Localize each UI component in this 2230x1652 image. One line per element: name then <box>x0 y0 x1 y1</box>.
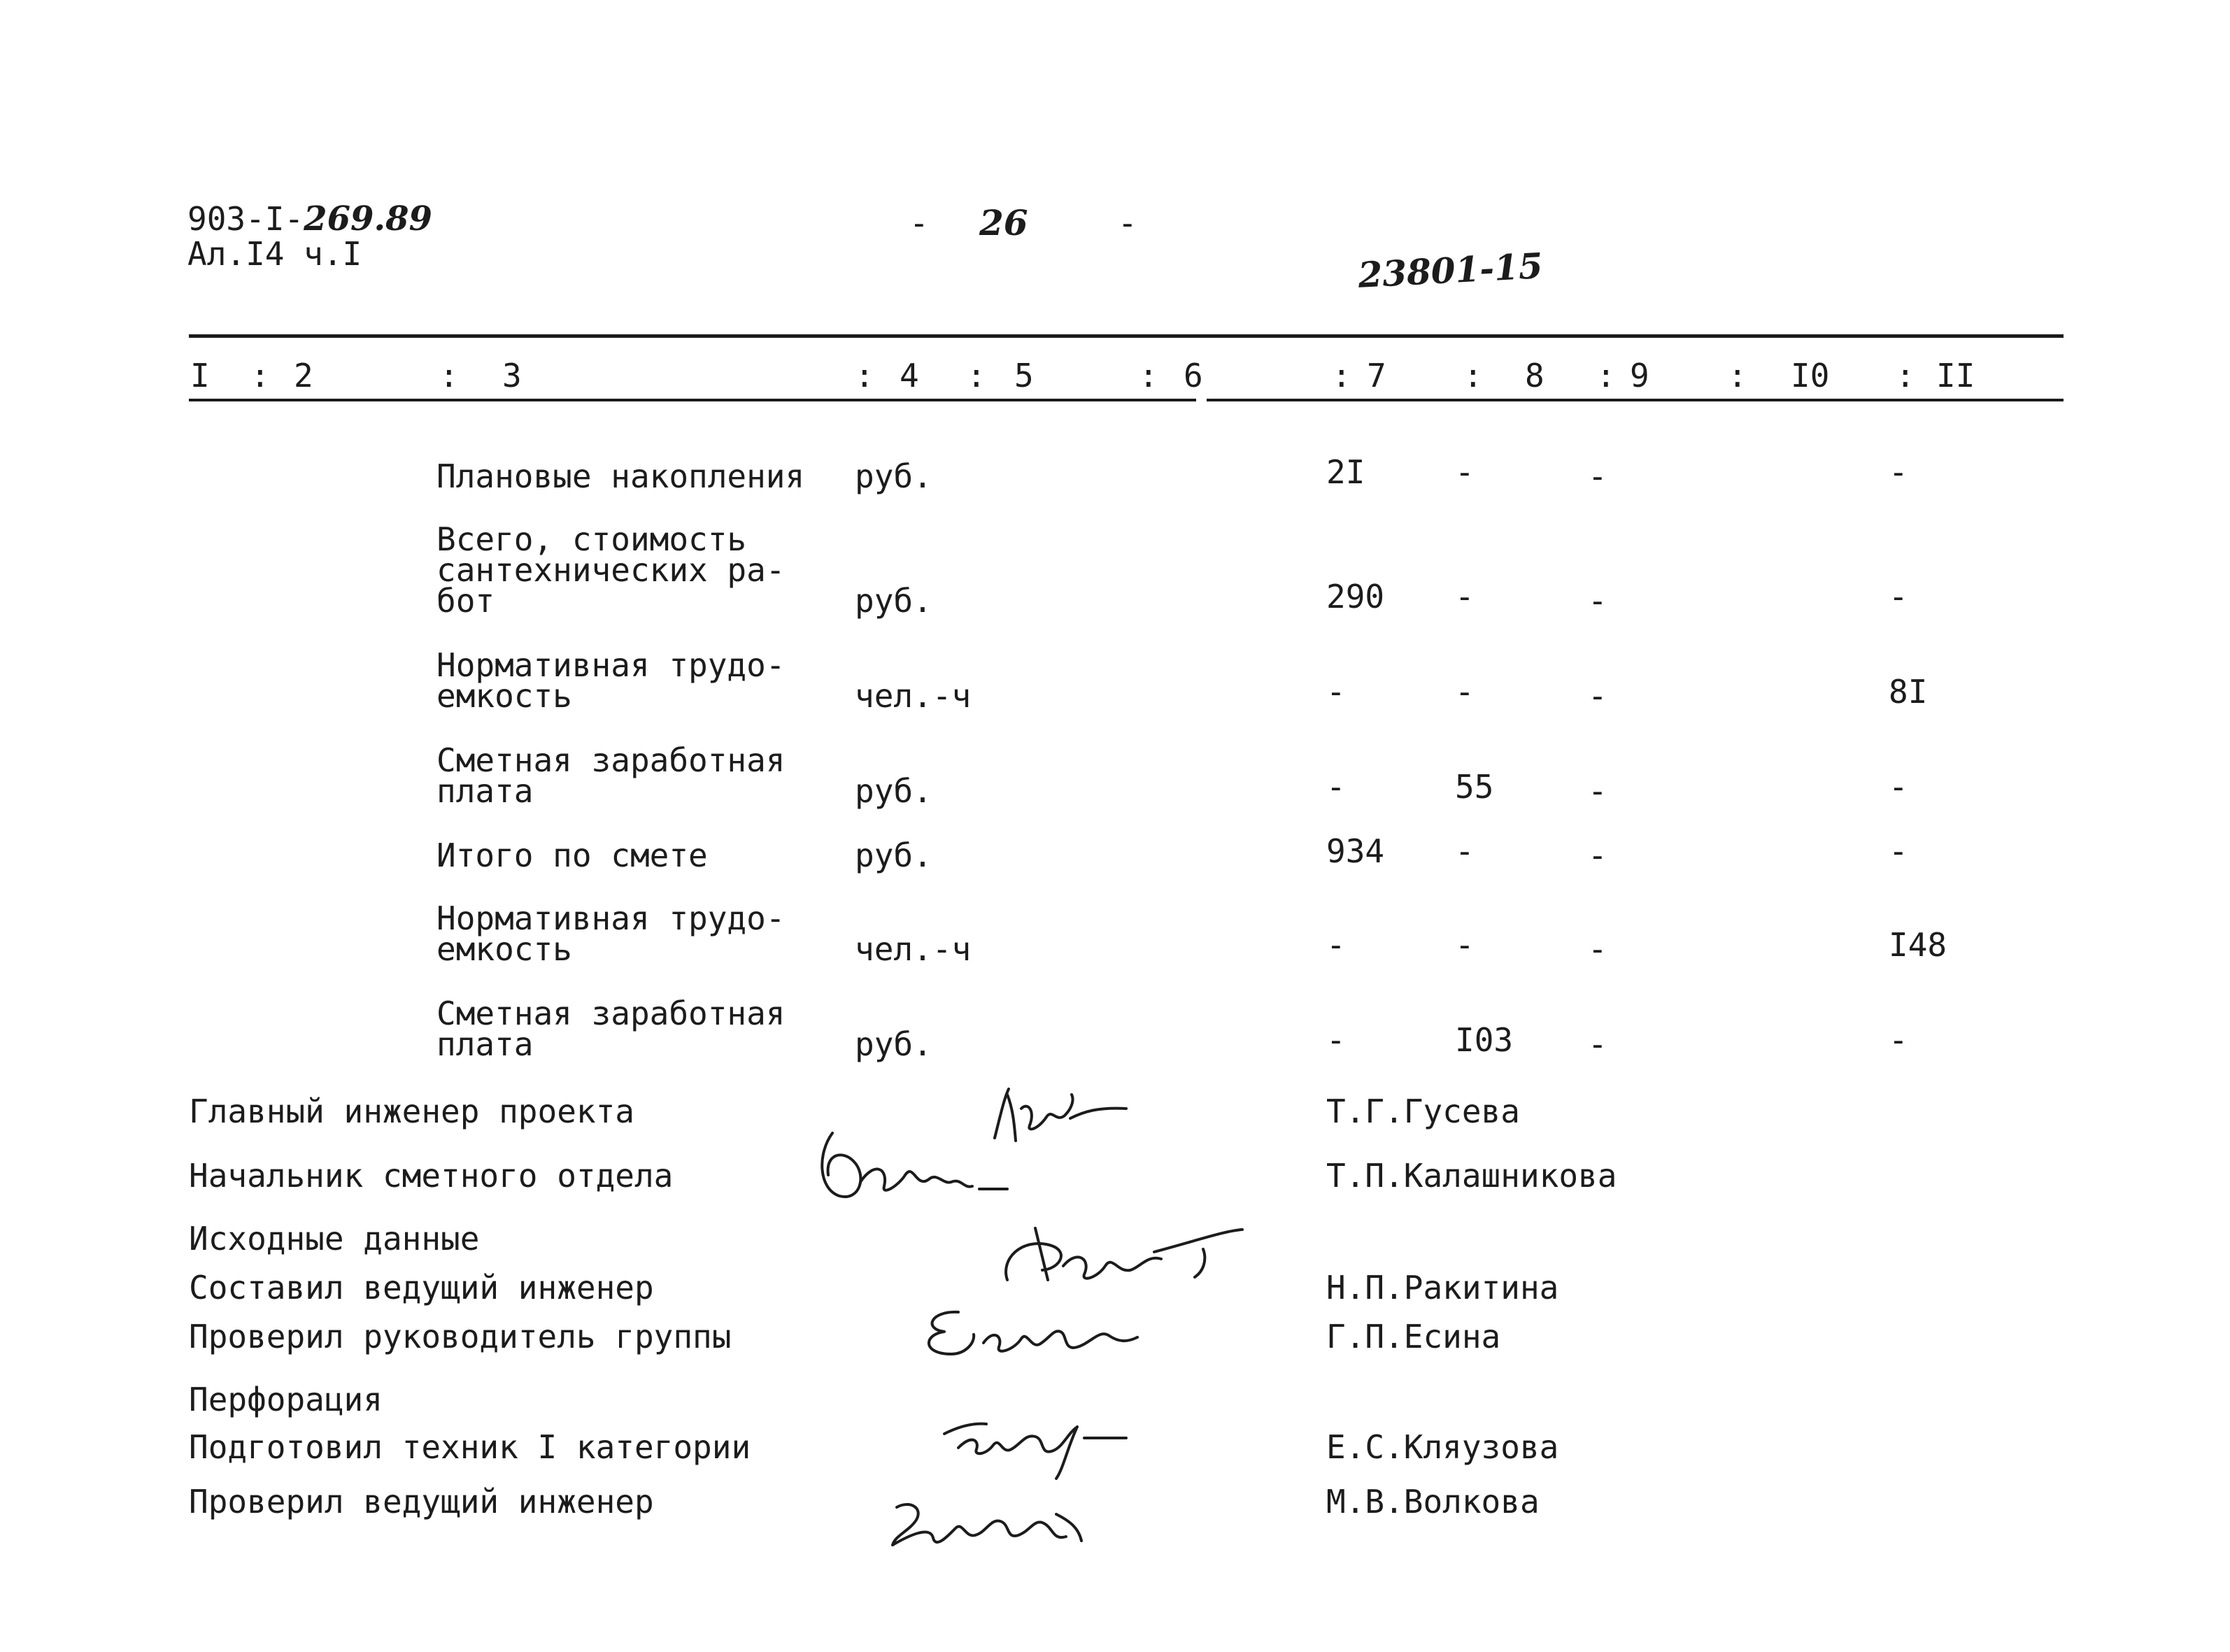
row-name-line: емкость <box>436 677 572 715</box>
column-number: I <box>190 357 210 394</box>
column-number: 9 <box>1630 357 1649 394</box>
column-number: 2 <box>294 357 313 394</box>
row-unit: руб. <box>855 582 932 620</box>
signatory-role: Подготовил техник I категории <box>189 1428 751 1466</box>
column-header-underline-right <box>1207 399 2064 401</box>
signatory-name: Н.П.Ракитина <box>1326 1269 1559 1306</box>
row-col7: - <box>1326 673 1346 711</box>
row-col8: - <box>1455 832 1475 870</box>
signatory-role: Начальник сметного отдела <box>189 1157 674 1195</box>
row-name-line: Сметная заработная <box>436 741 786 779</box>
signatory-role: Проверил ведущий инженер <box>189 1483 654 1521</box>
row-name-line: бот <box>436 582 495 620</box>
signatory-role: Проверил руководитель группы <box>189 1318 732 1355</box>
row-name-line: Итого по смете <box>436 836 708 874</box>
row-unit: руб. <box>855 836 932 874</box>
document-code-prefix: 903-I- <box>187 200 304 238</box>
page-dash-left: - <box>909 204 929 242</box>
row-name-line: сантехнических ра- <box>436 551 786 589</box>
row-name-line: Плановые накопления <box>436 457 805 495</box>
row-name-line: плата <box>436 772 534 810</box>
signatory-role: Главный инженер проекта <box>189 1092 634 1130</box>
row-name-line: емкость <box>436 930 572 968</box>
row-col8: - <box>1455 453 1475 491</box>
row-col11: - <box>1889 1021 1908 1059</box>
page-dash-right: - <box>1118 204 1137 242</box>
column-separator: : <box>1139 357 1158 394</box>
row-unit: чел.-ч <box>855 677 972 715</box>
signatory-name: М.В.Волкова <box>1326 1483 1540 1521</box>
row-col11: I48 <box>1889 926 1947 964</box>
section-heading: Перфорация <box>189 1381 383 1418</box>
row-unit: руб. <box>855 772 932 810</box>
row-col9: - <box>1588 930 1607 968</box>
album-label: Ал.I4 ч.I <box>187 235 362 273</box>
row-unit: руб. <box>855 457 932 495</box>
row-col11: - <box>1889 768 1908 806</box>
row-col7: 290 <box>1326 578 1385 615</box>
row-unit: чел.-ч <box>855 930 972 968</box>
inventory-number: 23801-15 <box>1357 245 1544 296</box>
row-col9: - <box>1588 457 1607 495</box>
row-name-line: Всего, стоимость <box>436 520 747 558</box>
row-name-line: Нормативная трудо- <box>436 646 786 684</box>
row-name-line: Нормативная трудо- <box>436 899 786 937</box>
signature-klyauzova <box>930 1406 1140 1483</box>
row-col8: 55 <box>1455 768 1494 806</box>
column-separator: : <box>1596 357 1616 394</box>
row-col11: - <box>1889 832 1908 870</box>
column-number: 6 <box>1184 357 1203 394</box>
row-col8: - <box>1455 578 1475 615</box>
column-number: 3 <box>502 357 522 394</box>
row-col11: - <box>1889 578 1908 615</box>
row-name-line: Сметная заработная <box>436 995 786 1032</box>
signature-kalashnikova <box>811 1119 1021 1224</box>
column-separator: : <box>1332 357 1351 394</box>
row-unit: руб. <box>855 1025 932 1063</box>
row-col8: - <box>1455 673 1475 711</box>
row-col7: - <box>1326 1021 1346 1059</box>
column-number: 5 <box>1014 357 1034 394</box>
column-number: I0 <box>1791 357 1830 394</box>
section-heading: Исходные данные <box>189 1220 480 1258</box>
row-col7: - <box>1326 768 1346 806</box>
signature-volkova <box>881 1486 1084 1556</box>
column-number: 4 <box>900 357 919 394</box>
signatory-role: Составил ведущий инженер <box>189 1269 654 1306</box>
row-col11: - <box>1889 453 1908 491</box>
column-separator: : <box>250 357 270 394</box>
row-col7: - <box>1326 926 1346 964</box>
column-number: II <box>1936 357 1975 394</box>
column-header-underline-left <box>189 399 1196 401</box>
signatory-name: Т.Г.Гусева <box>1326 1092 1520 1130</box>
row-name-line: плата <box>436 1025 534 1063</box>
column-separator: : <box>855 357 874 394</box>
table-top-rule <box>189 334 2064 338</box>
signatory-name: Г.П.Есина <box>1326 1318 1501 1355</box>
row-col9: - <box>1588 772 1607 810</box>
column-number: 7 <box>1367 357 1386 394</box>
column-number: 8 <box>1525 357 1544 394</box>
signature-rakitina <box>993 1210 1245 1301</box>
column-separator: : <box>1463 357 1483 394</box>
row-col9: - <box>1588 1025 1607 1063</box>
row-col9: - <box>1588 836 1607 874</box>
column-separator: : <box>967 357 986 394</box>
row-col9: - <box>1588 677 1607 715</box>
column-separator: : <box>1728 357 1747 394</box>
signature-esina <box>916 1301 1140 1364</box>
document-code <box>187 199 432 238</box>
row-col11: 8I <box>1889 673 1928 711</box>
row-col7: 2I <box>1326 453 1365 491</box>
row-col9: - <box>1588 582 1607 620</box>
page-number: 26 <box>979 202 1028 243</box>
row-col8: I03 <box>1455 1021 1514 1059</box>
row-col7: 934 <box>1326 832 1385 870</box>
row-col8: - <box>1455 926 1475 964</box>
document-code-handwritten: 269.89 <box>304 199 432 238</box>
signatory-name: Т.П.Калашникова <box>1326 1157 1617 1195</box>
column-separator: : <box>1896 357 1915 394</box>
column-separator: : <box>439 357 459 394</box>
signatory-name: Е.С.Кляузова <box>1326 1428 1559 1466</box>
